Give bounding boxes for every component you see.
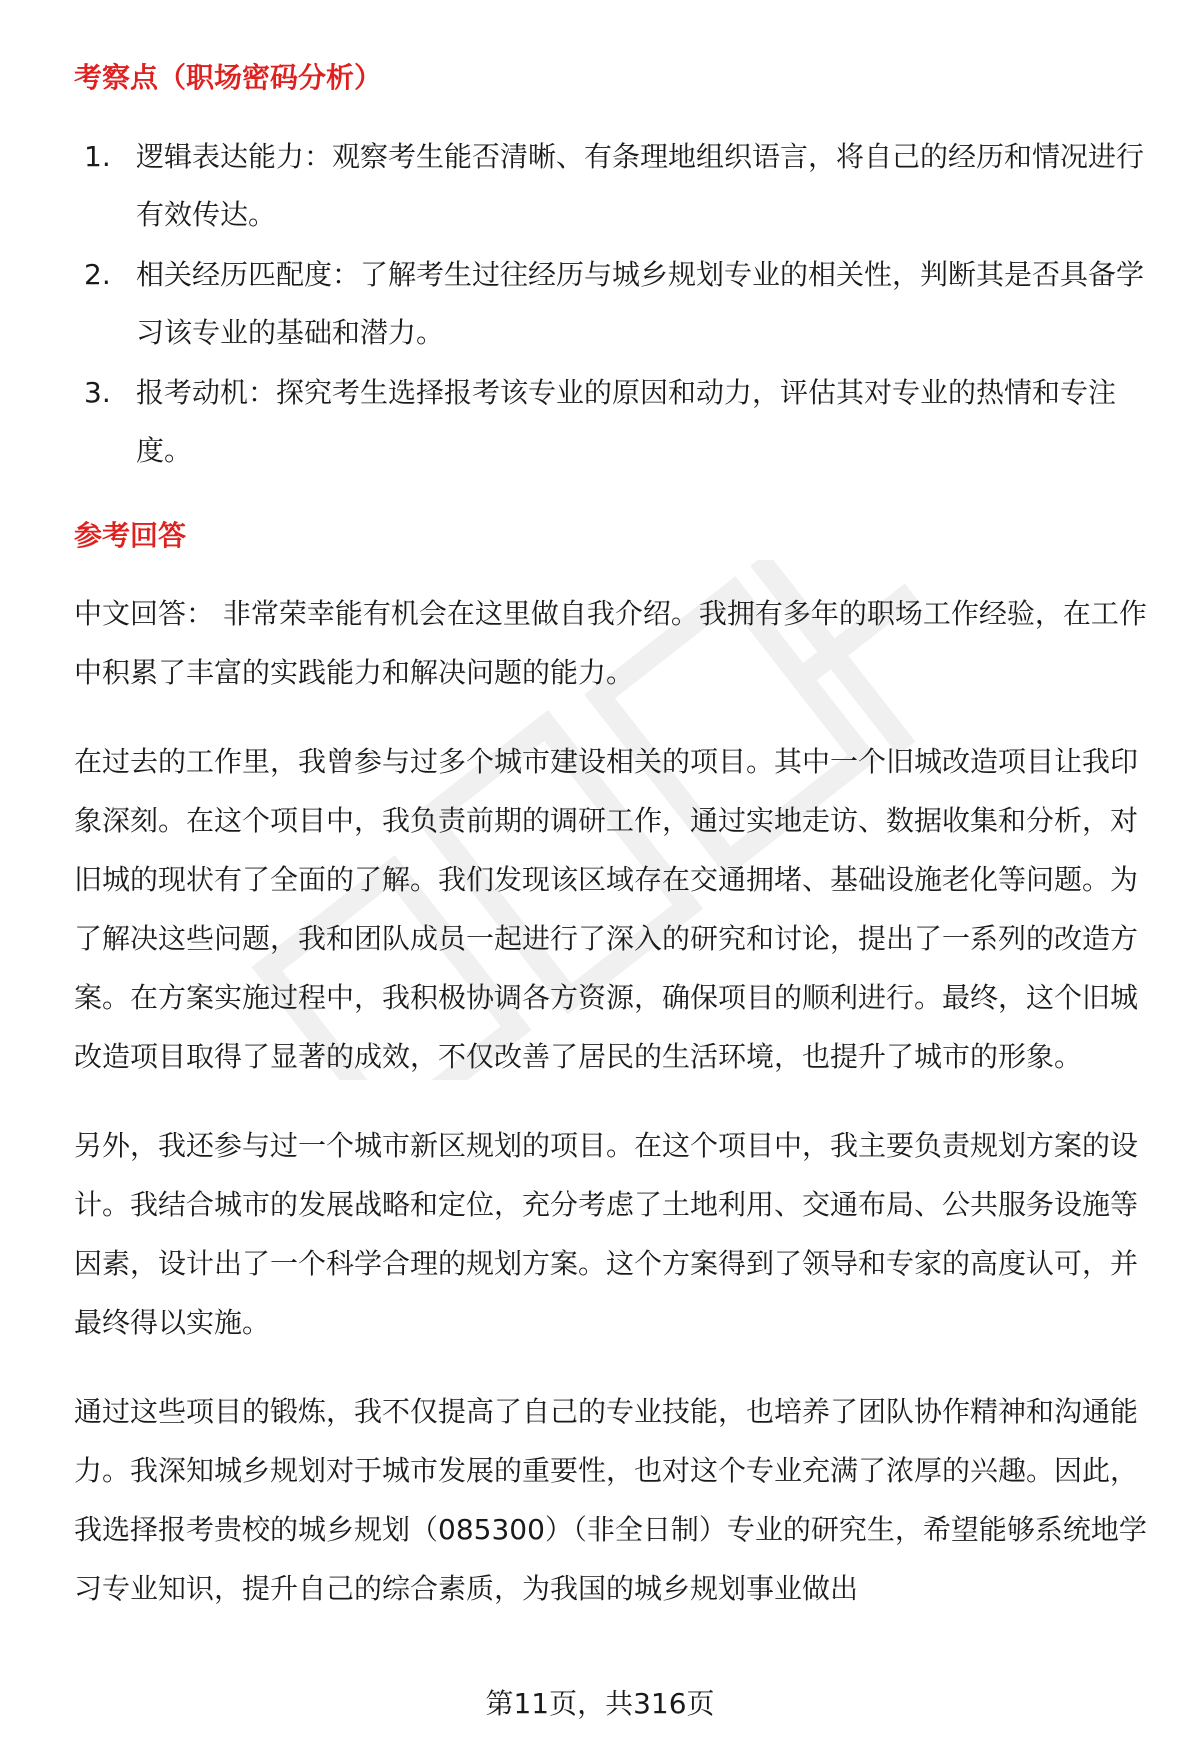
list-item <box>74 246 1154 362</box>
answer-paragraph: 通过这些项目的锻炼，我不仅提高了自己的专业技能，也培养了团队协作精神和沟通能力。我深知城乡规划对于城市发展的重要性，也对这个专业充满了浓厚的兴趣。因此，我选择报考贵校的城乡规划（085300）（非全日制）专业的研究生，希望能够系统地学习专业知识，提升自己的综合素质，为我国的城乡规划事业做出 <box>74 1395 1147 1605</box>
list-item-number: 2. <box>84 258 111 291</box>
list-item-text: 报考动机：探究考生选择报考该专业的原因和动力，评估其对专业的热情和专注度。 <box>136 376 1117 467</box>
list-item-text: 逻辑表达能力：观察考生能否清晰、有条理地组织语言，将自己的经历和情况进行有效传达。 <box>136 140 1145 231</box>
list-item-text: 相关经历匹配度：了解考生过往经历与城乡规划专业的相关性，判断其是否具备学习该专业的基础和潜力。 <box>136 258 1145 349</box>
analysis-point-list <box>74 128 1154 480</box>
page-number-footer: 第11页，共316页 <box>485 1687 715 1720</box>
answer-paragraph: 另外，我还参与过一个城市新区规划的项目。在这个项目中，我主要负责规划方案的设计。我结合城市的发展战略和定位，充分考虑了土地利用、交通布局、公共服务设施等因素，设计出了一个科学合理的规划方案。这个方案得到了领导和专家的高度认可，并最终得以实施。 <box>74 1129 1139 1339</box>
document-page <box>74 58 1154 1618</box>
section-heading-answer: 参考回答 <box>74 519 187 552</box>
section-heading-analysis: 考察点（职场密码分析） <box>74 61 383 94</box>
list-item <box>74 128 1154 244</box>
answer-paragraph: 在过去的工作里，我曾参与过多个城市建设相关的项目。其中一个旧城改造项目让我印象深刻。在这个项目中，我负责前期的调研工作，通过实地走访、数据收集和分析，对旧城的现状有了全面的了解。我们发现该区域存在交通拥堵、基础设施老化等问题。为了解决这些问题，我和团队成员一起进行了深入的研究和讨论，提出了一系列的改造方案。在方案实施过程中，我积极协调各方资源，确保项目的顺利进行。最终，这个旧城改造项目取得了显著的成效，不仅改善了居民的生活环境，也提升了城市的形象。 <box>74 745 1139 1073</box>
list-item-number: 1. <box>84 140 111 173</box>
list-item-number: 3. <box>84 376 111 409</box>
answer-paragraph: 中文回答： 非常荣幸能有机会在这里做自我介绍。我拥有多年的职场工作经验，在工作中积累了丰富的实践能力和解决问题的能力。 <box>74 597 1147 689</box>
list-item <box>74 364 1154 480</box>
